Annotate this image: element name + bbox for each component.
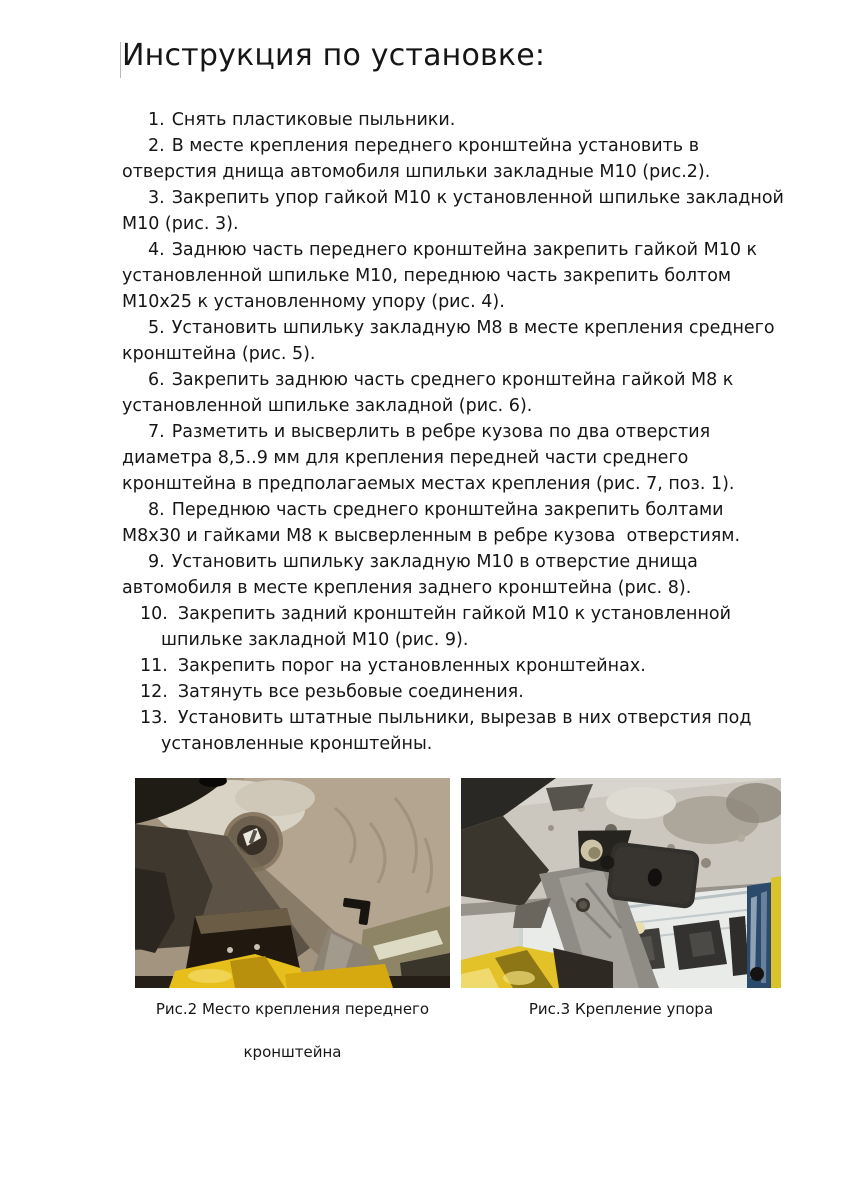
list-item-text: Закрепить задний кронштейн гайкой М10 к установленной шпильке закладной М10 (рис. 9).	[161, 604, 737, 650]
list-item-11	[122, 653, 792, 679]
figures-row	[135, 778, 792, 988]
list-item-text: Установить шпильку закладную М8 в месте крепления среднего кронштейна (рис. 5).	[122, 318, 781, 364]
list-item-text: Снять пластиковые пыльники.	[171, 110, 456, 130]
list-item-8	[122, 497, 792, 549]
list-item-number: 11.	[140, 656, 168, 676]
list-item-text: Установить шпильку закладную М10 в отверстие днища автомобиля в месте крепления заднего кронштейна (рис. 8).	[122, 552, 704, 598]
list-item-6	[122, 367, 792, 419]
list-item-3	[122, 185, 792, 237]
photo-illustration-sill-bracket	[461, 778, 781, 988]
list-item-text: Установить штатные пыльники, вырезав в них отверстия под установленные кронштейны.	[161, 708, 758, 754]
list-item-number: 4.	[148, 240, 165, 260]
list-item-7	[122, 419, 792, 497]
list-item-2	[122, 133, 792, 185]
list-item-text: Разметить и высверлить в ребре кузова по два отверстия диаметра 8,5..9 мм для крепления передней части среднего кронштейна в предполагаемых местах крепления (рис. 7, поз. 1).	[122, 422, 735, 494]
list-item-text: Затянуть все резьбовые соединения.	[177, 682, 524, 702]
list-item-text: В месте крепления переднего кронштейна установить в отверстия днища автомобиля шпильки закладные М10 (рис.2).	[122, 136, 711, 182]
list-item-5	[122, 315, 792, 367]
text-cursor	[120, 42, 121, 78]
photo-illustration-underbody-hole	[135, 778, 450, 988]
list-item-text: Закрепить порог на установленных кронштейнах.	[177, 656, 646, 676]
list-item-text: Закрепить заднюю часть среднего кронштейна гайкой М8 к установленной шпильке закладной (рис. 6).	[122, 370, 739, 416]
captions-row	[135, 988, 792, 1074]
list-item-number: 3.	[148, 188, 165, 208]
list-item-number: 7.	[148, 422, 165, 442]
list-item-number: 5.	[148, 318, 165, 338]
instruction-list	[122, 107, 792, 757]
list-item-number: 2.	[148, 136, 165, 156]
list-item-number: 6.	[148, 370, 165, 390]
list-item-text: Заднюю часть переднего кронштейна закрепить гайкой М10 к установленной шпильке М10, переднюю часть закрепить болтом М10х25 к установленному упору (рис. 4).	[122, 240, 763, 312]
list-item-number: 10.	[140, 604, 168, 624]
list-item-number: 12.	[140, 682, 168, 702]
figure-caption-3: Рис.3 Крепление упора	[528, 1000, 714, 1018]
list-item-9	[122, 549, 792, 601]
list-item-number: 9.	[148, 552, 165, 572]
page-title: Инструкция по установке:	[122, 38, 546, 73]
list-item-number: 8.	[148, 500, 165, 520]
list-item-number: 1.	[148, 110, 165, 130]
list-item-text: Закрепить упор гайкой М10 к установленной шпильке закладной М10 (рис. 3).	[122, 188, 790, 234]
list-item-10	[122, 601, 792, 653]
list-item-13	[122, 705, 792, 757]
photo-support-fixing	[461, 778, 781, 988]
list-item-text: Переднюю часть среднего кронштейна закрепить болтами М8х30 и гайками М8 к высверленным в ребре кузова отверстиям.	[122, 500, 741, 546]
photo-front-bracket-mount	[135, 778, 450, 988]
list-item-number: 13.	[140, 708, 168, 728]
list-item-4	[122, 237, 792, 315]
list-item-12	[122, 679, 792, 705]
list-item-1	[122, 107, 792, 133]
figure-caption-2: Рис.2 Место крепления переднего кронштейна	[155, 1000, 430, 1061]
